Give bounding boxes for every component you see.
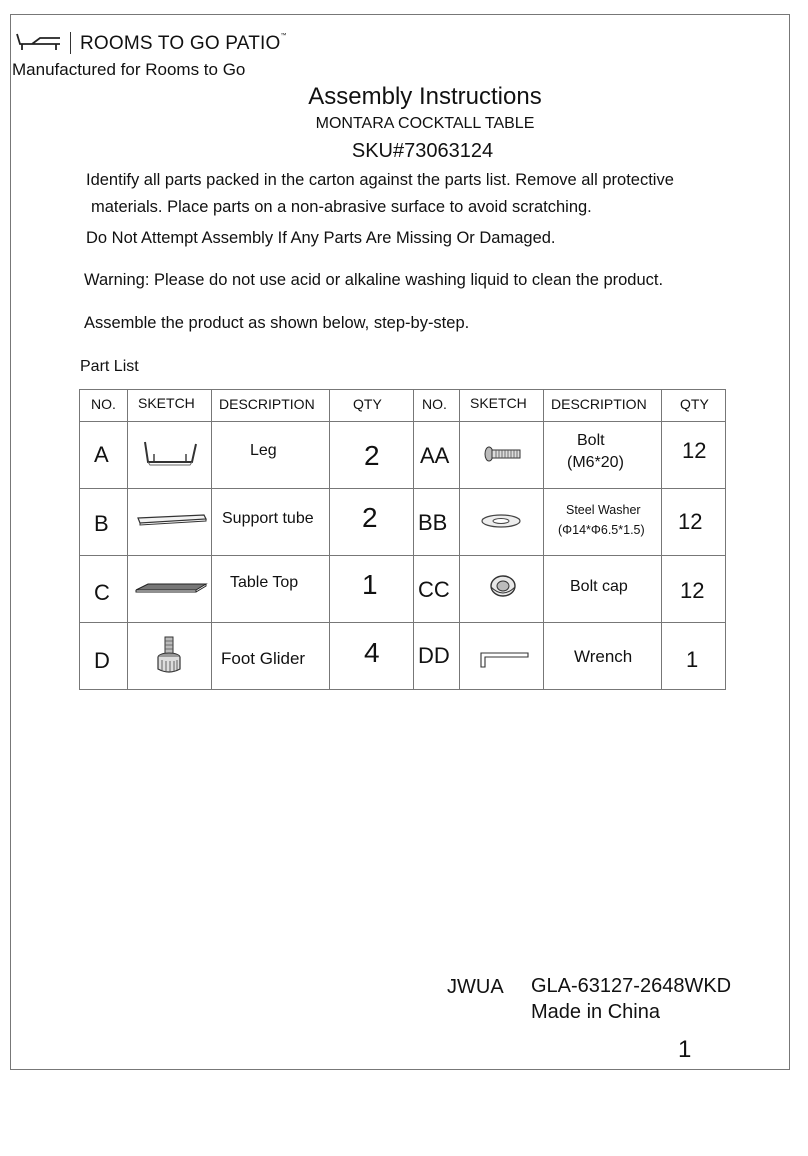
part-description: Support tube — [222, 510, 314, 527]
patio-lounger-logo-icon — [14, 30, 64, 52]
part-qty: 1 — [686, 647, 699, 672]
part-no: CC — [418, 577, 450, 602]
part-description: Table Top — [230, 574, 299, 591]
assemble-note: Assemble the product as shown below, step-by-step. — [84, 314, 470, 332]
part-qty: 2 — [364, 440, 380, 471]
part-qty: 2 — [362, 502, 378, 533]
part-no: C — [94, 580, 110, 605]
part-description: Bolt — [577, 432, 605, 449]
table-row — [80, 623, 726, 690]
part-description-detail: (M6*20) — [567, 454, 624, 471]
part-description: Foot Glider — [221, 649, 306, 668]
part-description: Bolt cap — [570, 578, 628, 595]
table-row — [80, 422, 726, 489]
parts-table — [79, 389, 726, 690]
model-code: GLA-63127-2648WKD — [531, 975, 732, 997]
part-qty: 12 — [678, 509, 703, 534]
instruction-line-2: materials. Place parts on a non-abrasive surface to avoid scratching. — [91, 198, 592, 216]
part-qty: 12 — [682, 438, 707, 463]
bolt-cap-icon — [488, 572, 518, 600]
wrench-icon — [478, 649, 530, 669]
part-list-label: Part List — [80, 358, 139, 375]
part-no: A — [94, 442, 109, 467]
part-no: B — [94, 511, 109, 536]
country-of-origin: Made in China — [531, 1001, 660, 1023]
column-header: DESCRIPTION — [212, 390, 330, 422]
missing-parts-warning: Do Not Attempt Assembly If Any Parts Are Missing Or Damaged. — [86, 229, 556, 247]
part-description: Wrench — [574, 647, 633, 666]
column-header: SKETCH — [128, 390, 212, 422]
leg-icon — [142, 440, 200, 466]
part-description: Steel Washer — [566, 503, 641, 517]
instruction-line-1: Identify all parts packed in the carton against the parts list. Remove all protective — [86, 171, 674, 189]
column-header: SKETCH — [460, 390, 544, 422]
part-no: AA — [420, 443, 450, 468]
part-no: D — [94, 648, 110, 673]
column-header: QTY — [662, 390, 726, 422]
column-header: NO. — [414, 390, 460, 422]
part-no: BB — [418, 510, 448, 535]
table-row — [80, 556, 726, 623]
sku: SKU#73063124 — [351, 140, 494, 162]
logo-divider — [70, 32, 71, 54]
cleaning-warning: Warning: Please do not use acid or alkaline washing liquid to clean the product. — [84, 271, 664, 289]
product-name: MONTARA COCKTALL TABLE — [315, 115, 535, 132]
part-no: DD — [418, 643, 450, 668]
factory-code: JWUA — [447, 976, 504, 998]
part-qty: 1 — [362, 569, 378, 600]
column-header: DESCRIPTION — [544, 390, 662, 422]
part-qty: 12 — [680, 578, 705, 603]
part-description: Leg — [250, 442, 277, 459]
manufactured-for: Manufactured for Rooms to Go — [12, 60, 246, 79]
part-description-detail: (Φ14*Φ6.5*1.5) — [558, 523, 645, 537]
table-header-row — [80, 390, 726, 422]
support-tube-icon — [136, 513, 208, 527]
brand-name: ROOMS TO GO PATIO™ — [80, 33, 287, 54]
column-header: NO. — [80, 390, 128, 422]
page-title: Assembly Instructions — [308, 83, 542, 110]
washer-icon — [480, 513, 522, 529]
foot-glider-icon — [154, 635, 184, 679]
bolt-icon — [484, 446, 522, 462]
table-top-icon — [134, 580, 208, 596]
table-row — [80, 489, 726, 556]
page-number: 1 — [678, 1036, 692, 1063]
column-header: QTY — [330, 390, 414, 422]
part-qty: 4 — [364, 637, 380, 668]
